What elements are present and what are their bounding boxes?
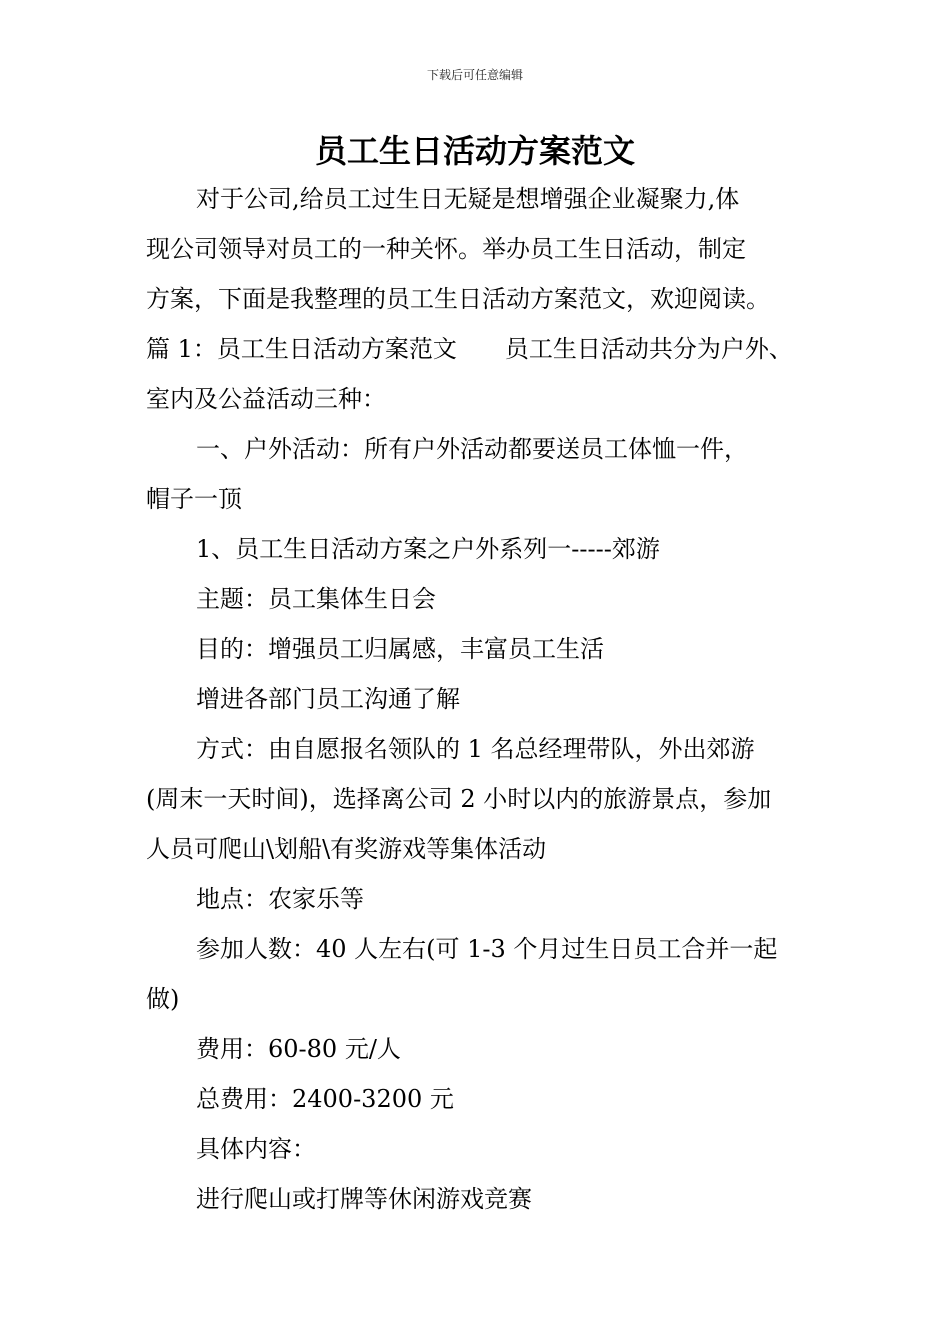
page-header-note: 下载后可任意编辑 (426, 68, 523, 82)
document-title: 员工生日活动方案范文 (314, 132, 635, 170)
paragraph-line: 具体内容： (196, 1135, 316, 1163)
paragraph-line: 室内及公益活动三种： (146, 385, 386, 413)
paragraph-line: 目的：增强员工归属感，丰富员工生活 (196, 635, 604, 663)
paragraph-line: (周末一天时间)，选择离公司 2 小时以内的旅游景点，参加 (146, 785, 772, 813)
paragraph-line: 方式：由自愿报名领队的 1 名总经理带队，外出郊游 (196, 735, 755, 763)
paragraph-line: 费用：60-80 元/人 (196, 1035, 401, 1063)
paragraph-line: 增进各部门员工沟通了解 (196, 685, 460, 713)
paragraph-line: 现公司领导对员工的一种关怀。举办员工生日活动，制定 (146, 235, 746, 263)
paragraph-line: 对于公司,给员工过生日无疑是想增强企业凝聚力,体 (196, 185, 740, 213)
paragraph-line: 帽子一顶 (146, 485, 242, 513)
paragraph-line: 方案，下面是我整理的员工生日活动方案范文，欢迎阅读。 (146, 285, 770, 313)
document-body (146, 174, 836, 1224)
paragraph-line: 地点：农家乐等 (196, 885, 364, 913)
paragraph-line: 总费用：2400-3200 元 (196, 1085, 454, 1113)
paragraph-line: 参加人数：40 人左右(可 1-3 个月过生日员工合并一起 (196, 935, 778, 963)
paragraph-line: 做) (146, 985, 180, 1013)
paragraph-line: 1、员工生日活动方案之户外系列一-----郊游 (196, 535, 660, 563)
paragraph-line: 一、户外活动：所有户外活动都要送员工体恤一件， (196, 435, 748, 463)
paragraph-line: 篇 1：员工生日活动方案范文 员工生日活动共分为户外、 (146, 335, 793, 363)
paragraph-line: 人员可爬山\划船\有奖游戏等集体活动 (146, 835, 547, 863)
paragraph-line: 主题：员工集体生日会 (196, 585, 436, 613)
paragraph-line: 进行爬山或打牌等休闲游戏竞赛 (196, 1185, 532, 1213)
